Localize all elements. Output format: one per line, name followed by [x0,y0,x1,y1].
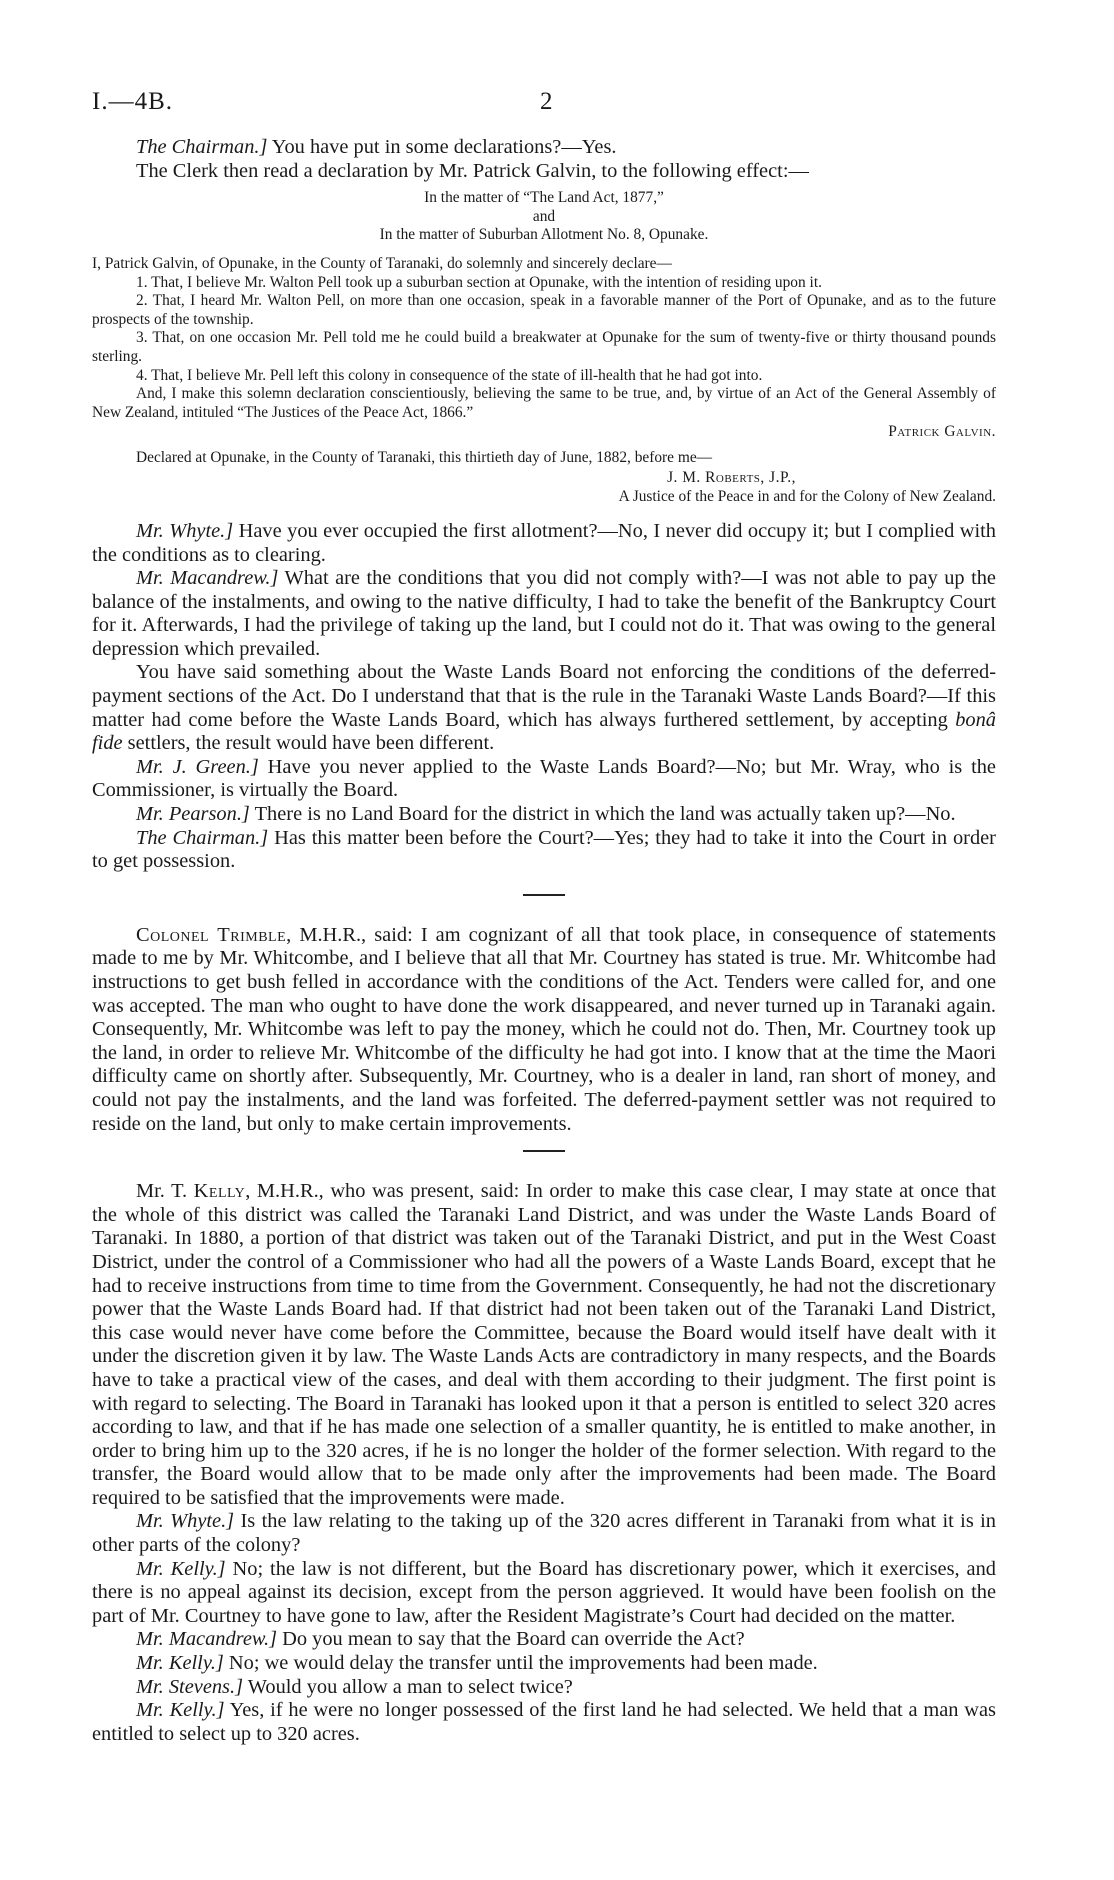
statement-text: , M.H.R., who was present, said: In order to make this case clear, I may state at once that the whole of this district was called the Taranaki Land District, and was under the Waste Lands Board of Taranaki. In 1880, a portion of that district was taken out of the Taranaki District, and put in the West Coast District, under the control of a Commissioner who had all the powers of a Waste Lands Board, except that he had to receive instructions from time to time from the Government. Consequently, he had not the discretionary power that the Waste Lands Board had. If that district had not been taken out of the Taranaki Land District, this case would never have come before the Committee, because the Board would itself have dealt with it under the discretion given it by law. The Waste Lands Acts are contradictory in many respects, and the Boards have to take a practical view of the cases, and deal with them according to their judgment. The first point is with regard to selecting. The Board in Taranaki has looked upon it that a person is entitled to select 320 acres according to law, and that if he has made one selection of a smaller quantity, he is entitled to make another, in order to bring him up to the 320 acres, if he is no longer the holder of the former selection. With regard to the transfer, the Board would allow that to be made only after the improvements had been made. The Board required to be satisfied that the improvements were made. [92,1180,996,1509]
page-body [92,136,996,1746]
qa-text: settlers, the result would have been different. [122,732,495,755]
qa-italic-phrase: bonâ fide [92,708,996,755]
exchange-text: You have put in some declarations?—Yes. [267,136,617,158]
qa-text: Do you mean to say that the Board can override the Act? [277,1628,745,1651]
qa-section-2 [92,1510,996,1746]
statement-text: , M.H.R., said: I am cognizant of all that took place, in consequence of statements made to me by Mr. Whitcombe, and I believe that all that Mr. Courtney has stated is true. Mr. Whitcombe had instructions to get bush felled in accordance with the conditions of the Act. Tenders were called for, and one was accepted. The man who ought to have done the work disappeared, and never turned up in Taranaki again. Consequently, Mr. Whitcombe was left to pay the money, which he could not do. Then, Mr. Courtney took up the land, in order to relieve Mr. Whitcombe of the difficulty he had got into. I know that at the time the Maori difficulty came on shortly after. Subsequently, Mr. Courtney, who is a dealer in land, ran short of money, and could not pay the instalments, and the land was forfeited. The deferred-payment settler was not required to reside on the land, but only to make certain improvements. [92,923,996,1135]
chairman-exchange [92,136,996,160]
trimble-statement [92,924,996,1136]
qa-paragraph [92,803,996,827]
clerk-intro: The Clerk then read a declaration by Mr. Patrick Galvin, to the following effect:— [136,159,809,182]
qa-paragraph [92,1699,996,1746]
speaker-name: The Chairman.] [136,826,269,849]
speaker-prefix: Mr. T. [136,1180,194,1203]
matter-line-1: In the matter of “The Land Act, 1877,” [424,189,664,207]
qa-text: Would you allow a man to select twice? [243,1675,573,1698]
document-code: I.—4B. [92,88,173,115]
qa-text: No; we would delay the transfer until the improvements had been made. [223,1652,818,1675]
qa-text: What are the conditions that you did not comply with?—I was not able to pay up the balance of the instalments, and owing to the native difficulty, I had to take the benefit of the Bankruptcy Court for it. Afterwards, I had the privilege of taking up the land, but I could not do it. That was owing to the general depression which prevailed. [92,567,996,660]
declaration-block [92,189,996,506]
qa-text: Have you ever occupied the first allotment?—No, I never did occupy it; but I complied with the conditions as to clearing. [92,519,997,566]
page-number: 2 [540,88,553,115]
qa-text: Is the law relating to the taking up of the 320 acres different in Taranaki from what it is in other parts of the colony? [92,1510,996,1557]
declaration-item: 4. That, I believe Mr. Pell left this colony in consequence of the state of ill-health that he had got into. [136,366,763,384]
qa-section-1 [92,520,996,874]
speaker-name: Mr. Pearson.] [136,803,250,826]
speaker-name: Mr. Macandrew.] [136,1628,278,1651]
qa-paragraph [92,1676,996,1700]
speaker-name: Colonel Trimble [136,923,287,946]
speaker-name: Mr. Whyte.] [136,1510,235,1533]
qa-paragraph [92,661,996,755]
declaration-item: 1. That, I believe Mr. Walton Pell took up a suburban section at Opunake, with the intention of residing upon it. [136,273,822,291]
speaker-name: Mr. Kelly.] [136,1557,226,1580]
declared-at: Declared at Opunake, in the County of Taranaki, this thirtieth day of June, 1882, before me— [136,449,713,467]
justice-title: A Justice of the Peace in and for the Colony of New Zealand. [618,487,996,505]
qa-paragraph [92,1510,996,1557]
declarant-signature: Patrick Galvin. [888,423,996,441]
qa-text: There is no Land Board for the district in which the land was actually taken up?—No. [249,803,956,826]
qa-paragraph [92,756,996,803]
declaration-item: 2. That, I heard Mr. Walton Pell, on more than one occasion, speak in a favorable manner of the Port of Opunake, and as to the future prospects of the township. [92,292,996,328]
matter-line-2: In the matter of Suburban Allotment No. 8, Opunake. [379,226,709,244]
speaker-name: Mr. Stevens.] [136,1675,244,1698]
speaker-name: Kelly [193,1180,246,1203]
qa-paragraph [92,1558,996,1629]
qa-paragraph [92,827,996,874]
qa-paragraph [92,567,996,661]
qa-text: You have said something about the Waste Lands Board not enforcing the conditions of the deferred-payment sections of the Act. Do I understand that that is the rule in the Taranaki Waste Lands Board?—If this matter had come before the Waste Lands Board, which has always furthered settlement, by accepting [92,661,996,731]
matter-and: and [532,207,556,225]
speaker-name: Mr. Whyte.] [136,519,234,542]
qa-paragraph [92,1652,996,1676]
declaration-closing: And, I make this solemn declaration conscientiously, believing the same to be true, and, by virtue of an Act of the General Assembly of New Zealand, intituled “The Justices of the Peace Act, 1866.” [92,385,996,421]
declaration-intro: I, Patrick Galvin, of Opunake, in the County of Taranaki, do solemnly and sincerely declare— [92,254,672,272]
speaker-name: Mr. Macandrew.] [136,567,279,590]
qa-text: Has this matter been before the Court?—Yes; they had to take it into the Court in order to get possession. [92,826,996,873]
justice-name: J. M. Roberts, J.P., [667,468,796,486]
qa-text: Yes, if he were no longer possessed of the first land he had selected. We held that a man was entitled to select up to 320 acres. [92,1699,996,1745]
kelly-statement [92,1180,996,1510]
declaration-item: 3. That, on one occasion Mr. Pell told me he could build a breakwater at Opunake for the sum of twenty-five or thirty thousand pounds sterling. [92,329,996,365]
speaker-name: Mr. J. Green.] [136,755,259,778]
qa-text: No; the law is not different, but the Board has discretionary power, which it exercises, and there is no appeal against its decision, except from the person aggrieved. It would have been foolish on the part of Mr. Courtney to have gone to law, after the Resident Magistrate’s Court had decided on the matter. [92,1557,996,1627]
qa-text: Have you never applied to the Waste Lands Board?—No; but Mr. Wray, who is the Commissioner, is virtually the Board. [92,755,996,802]
speaker-name: Mr. Kelly.] [136,1699,225,1722]
speaker-name: Mr. Kelly.] [136,1652,224,1675]
qa-paragraph [92,1628,996,1652]
qa-paragraph [92,520,996,567]
speaker-name: The Chairman.] [136,136,268,158]
